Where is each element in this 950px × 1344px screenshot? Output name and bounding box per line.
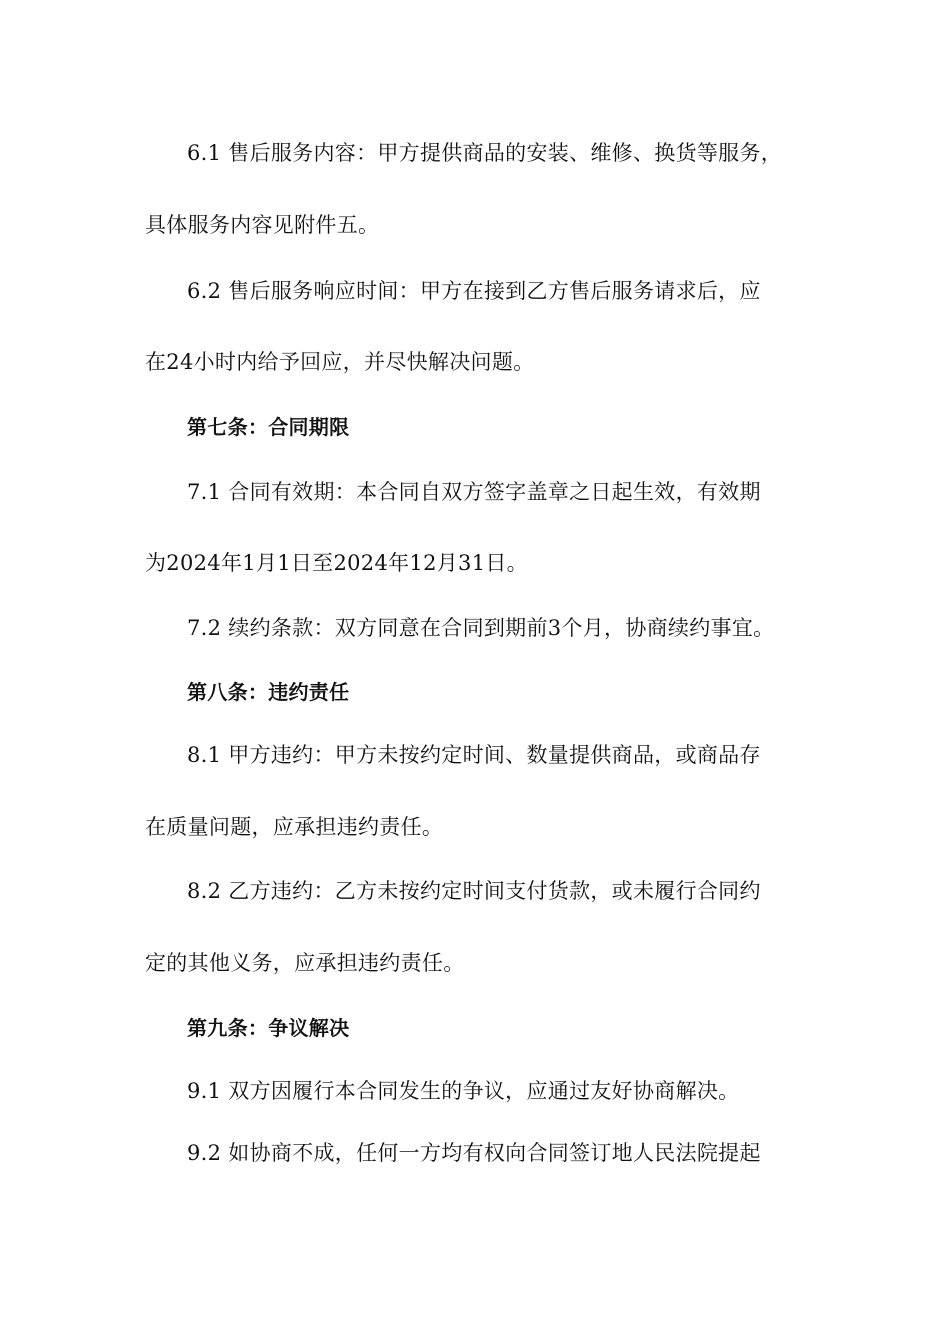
clause-8-1-line-2: 在质量问题，应承担违约责任。 (145, 815, 444, 839)
article-9-heading: 第九条：争议解决 (187, 1016, 350, 1040)
clause-7-2-line-1: 7.2 续约条款：双方同意在合同到期前3个月，协商续约事宜。 (187, 616, 775, 640)
clause-7-1-line-1: 7.1 合同有效期：本合同自双方签字盖章之日起生效，有效期 (187, 480, 761, 504)
clause-6-2-line-1: 6.2 售后服务响应时间：甲方在接到乙方售后服务请求后，应 (187, 279, 761, 303)
article-7-heading: 第七条：合同期限 (187, 415, 350, 439)
clause-6-1-line-2: 具体服务内容见附件五。 (145, 213, 380, 237)
clause-9-2-line-1: 9.2 如协商不成，任何一方均有权向合同签订地人民法院提起 (187, 1141, 761, 1165)
clause-8-2-line-1: 8.2 乙方违约：乙方未按约定时间支付货款，或未履行合同约 (187, 879, 761, 903)
clause-9-1-line-1: 9.1 双方因履行本合同发生的争议，应通过友好协商解决。 (187, 1079, 740, 1103)
clause-8-1-line-1: 8.1 甲方违约：甲方未按约定时间、数量提供商品，或商品存 (187, 743, 761, 767)
article-8-heading: 第八条：违约责任 (187, 680, 350, 704)
clause-6-2-line-2: 在24小时内给予回应，并尽快解决问题。 (145, 350, 535, 374)
clause-8-2-line-2: 定的其他义务，应承担违约责任。 (145, 951, 465, 975)
clause-6-1-line-1: 6.1 售后服务内容：甲方提供商品的安装、维修、换货等服务， (187, 141, 783, 165)
clause-7-1-line-2: 为2024年1月1日至2024年12月31日。 (145, 551, 528, 575)
